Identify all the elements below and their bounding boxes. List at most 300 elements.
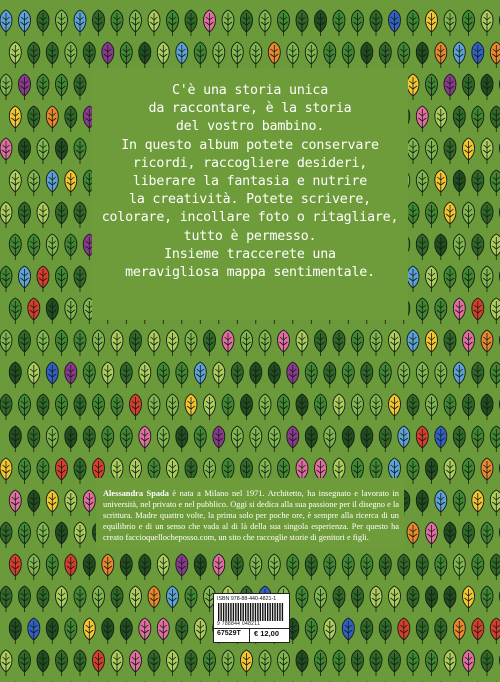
- leaf-icon: [9, 554, 21, 580]
- leaf-icon: [342, 362, 354, 388]
- leaf-icon: [398, 42, 410, 68]
- leaf-icon: [481, 74, 493, 100]
- barcode-bar: [272, 603, 273, 621]
- leaf-icon: [0, 74, 12, 100]
- leaf-icon: [19, 74, 31, 100]
- leaf-icon: [416, 490, 428, 516]
- leaf-icon: [407, 330, 419, 356]
- leaf-icon: [324, 42, 336, 68]
- leaf-icon: [435, 490, 447, 516]
- leaf-icon: [28, 106, 40, 132]
- leaf-icon: [379, 618, 391, 644]
- leaf-icon: [111, 586, 123, 612]
- leaf-icon: [407, 202, 419, 228]
- leaf-icon: [444, 394, 456, 420]
- leaf-icon: [352, 330, 364, 356]
- leaf-icon: [139, 42, 151, 68]
- leaf-icon: [481, 330, 493, 356]
- leaf-icon: [185, 10, 197, 36]
- leaf-icon: [213, 362, 225, 388]
- leaf-icon: [0, 394, 12, 420]
- leaf-icon: [361, 618, 373, 644]
- leaf-icon: [65, 618, 77, 644]
- leaf-icon: [416, 106, 428, 132]
- leaf-icon: [139, 618, 151, 644]
- leaf-icon: [46, 362, 58, 388]
- leaf-icon: [426, 458, 438, 484]
- leaf-icon: [37, 330, 49, 356]
- leaf-icon: [185, 330, 197, 356]
- leaf-icon: [176, 42, 188, 68]
- leaf-icon: [74, 522, 86, 548]
- leaf-icon: [259, 650, 271, 676]
- blurb-line: Insieme traccerete una: [164, 246, 336, 262]
- leaf-icon: [352, 10, 364, 36]
- leaf-icon: [426, 266, 438, 292]
- leaf-icon: [111, 10, 123, 36]
- barcode-bar: [282, 603, 283, 621]
- leaf-icon: [56, 138, 68, 164]
- leaf-icon: [259, 394, 271, 420]
- leaf-icon: [56, 522, 68, 548]
- leaf-icon: [46, 106, 58, 132]
- leaf-icon: [46, 170, 58, 196]
- leaf-icon: [120, 618, 132, 644]
- leaf-icon: [56, 650, 68, 676]
- leaf-icon: [111, 650, 123, 676]
- leaf-icon: [324, 554, 336, 580]
- leaf-icon: [37, 74, 49, 100]
- leaf-icon: [74, 458, 86, 484]
- leaf-icon: [0, 586, 12, 612]
- leaf-icon: [93, 394, 105, 420]
- leaf-icon: [213, 554, 225, 580]
- leaf-icon: [65, 298, 77, 324]
- leaf-icon: [305, 554, 317, 580]
- leaf-icon: [379, 42, 391, 68]
- leaf-icon: [481, 266, 493, 292]
- barcode-bars: [217, 603, 286, 621]
- leaf-icon: [426, 138, 438, 164]
- leaf-icon: [231, 426, 243, 452]
- leaf-icon: [490, 106, 500, 132]
- blurb-line: del vostro bambino.: [175, 119, 325, 135]
- leaf-icon: [185, 586, 197, 612]
- leaf-icon: [287, 426, 299, 452]
- blurb-line: colorare, incollare foto o ritagliare,: [101, 210, 399, 226]
- leaf-icon: [472, 298, 484, 324]
- leaf-icon: [0, 330, 12, 356]
- leaf-icon: [56, 202, 68, 228]
- leaf-icon: [453, 618, 465, 644]
- leaf-icon: [222, 330, 234, 356]
- leaf-icon: [435, 298, 447, 324]
- leaf-icon: [102, 554, 114, 580]
- leaf-icon: [120, 426, 132, 452]
- barcode-bar: [260, 603, 261, 621]
- leaf-icon: [231, 42, 243, 68]
- leaf-icon: [361, 426, 373, 452]
- leaf-icon: [213, 42, 225, 68]
- leaf-icon: [435, 42, 447, 68]
- leaf-icon: [389, 330, 401, 356]
- leaf-icon: [361, 554, 373, 580]
- leaf-icon: [65, 42, 77, 68]
- leaf-icon: [204, 330, 216, 356]
- leaf-icon: [333, 394, 345, 420]
- leaf-icon: [305, 618, 317, 644]
- leaf-icon: [222, 394, 234, 420]
- leaf-icon: [167, 586, 179, 612]
- leaf-icon: [194, 42, 206, 68]
- leaf-icon: [213, 426, 225, 452]
- leaf-icon: [435, 554, 447, 580]
- leaf-icon: [167, 650, 179, 676]
- leaf-icon: [352, 650, 364, 676]
- leaf-icon: [37, 202, 49, 228]
- leaf-icon: [398, 554, 410, 580]
- leaf-icon: [9, 170, 21, 196]
- blurb-line: da raccontare, è la storia: [148, 101, 352, 117]
- leaf-icon: [463, 458, 475, 484]
- leaf-icon: [370, 10, 382, 36]
- leaf-icon: [46, 490, 58, 516]
- leaf-icon: [407, 10, 419, 36]
- leaf-icon: [74, 138, 86, 164]
- leaf-icon: [93, 10, 105, 36]
- leaf-icon: [19, 266, 31, 292]
- leaf-icon: [0, 458, 12, 484]
- leaf-icon: [102, 426, 114, 452]
- leaf-icon: [444, 138, 456, 164]
- author-bio-text: è nata a Milano nel 1971. Architetto, ha insegnato e lavorato in università, nel privato e nel pubblico. Oggi si dedica alla sua passione per il disegno e la scrittura. Madre quattro volte, la prima solo per poche ore, è sempre alla ricerca di un equilibrio e di un senso che vada al di là della sua singola esperienza. Per questo ha creato faccioquellochepossо.com, un sito che raccoglie storie di genitori e figli.: [103, 489, 399, 542]
- leaf-icon: [416, 234, 428, 260]
- leaf-icon: [19, 650, 31, 676]
- leaf-icon: [453, 490, 465, 516]
- product-code: 67529T: [217, 630, 241, 637]
- leaf-icon: [9, 42, 21, 68]
- leaf-icon: [370, 586, 382, 612]
- leaf-icon: [185, 650, 197, 676]
- leaf-icon: [194, 426, 206, 452]
- leaf-icon: [407, 74, 419, 100]
- leaf-icon: [481, 522, 493, 548]
- leaf-icon: [167, 330, 179, 356]
- leaf-icon: [19, 202, 31, 228]
- leaf-icon: [65, 554, 77, 580]
- leaf-icon: [28, 618, 40, 644]
- leaf-icon: [389, 394, 401, 420]
- barcode-bar: [235, 603, 236, 621]
- leaf-icon: [176, 362, 188, 388]
- leaf-icon: [28, 490, 40, 516]
- leaf-icon: [19, 522, 31, 548]
- leaf-icon: [472, 618, 484, 644]
- barcode-bar: [265, 603, 266, 621]
- leaf-icon: [130, 394, 142, 420]
- leaf-icon: [268, 426, 280, 452]
- leaf-icon: [74, 330, 86, 356]
- barcode-bar: [247, 603, 248, 621]
- leaf-icon: [268, 362, 280, 388]
- leaf-icon: [167, 394, 179, 420]
- leaf-icon: [472, 170, 484, 196]
- leaf-icon: [9, 426, 21, 452]
- leaf-icon: [83, 362, 95, 388]
- leaf-icon: [83, 554, 95, 580]
- barcode-bar: [262, 603, 263, 621]
- leaf-icon: [379, 362, 391, 388]
- isbn-number: ISBN 978-88-440-4821-1: [217, 596, 277, 602]
- leaf-icon: [481, 394, 493, 420]
- leaf-icon: [324, 362, 336, 388]
- leaf-icon: [65, 170, 77, 196]
- leaf-icon: [324, 426, 336, 452]
- leaf-icon: [398, 362, 410, 388]
- leaf-icon: [407, 586, 419, 612]
- leaf-icon: [241, 330, 253, 356]
- barcode-bar: [267, 603, 268, 621]
- barcode-bar: [233, 603, 234, 621]
- barcode-bar: [238, 603, 239, 621]
- leaf-icon: [389, 10, 401, 36]
- leaf-icon: [278, 650, 290, 676]
- leaf-icon: [46, 554, 58, 580]
- blurb-line: liberare la fantasia e nutrire: [132, 174, 368, 190]
- leaf-icon: [426, 650, 438, 676]
- leaf-icon: [407, 522, 419, 548]
- leaf-icon: [65, 234, 77, 260]
- leaf-icon: [453, 554, 465, 580]
- leaf-icon: [333, 330, 345, 356]
- leaf-icon: [74, 202, 86, 228]
- leaf-icon: [120, 554, 132, 580]
- leaf-icon: [416, 298, 428, 324]
- leaf-icon: [19, 138, 31, 164]
- leaf-icon: [65, 490, 77, 516]
- blurb-line: tutto è permesso.: [183, 228, 317, 244]
- barcode-bar: [243, 603, 244, 621]
- leaf-icon: [157, 42, 169, 68]
- leaf-icon: [278, 394, 290, 420]
- leaf-icon: [481, 650, 493, 676]
- leaf-icon: [194, 554, 206, 580]
- leaf-icon: [74, 650, 86, 676]
- leaf-icon: [481, 202, 493, 228]
- leaf-icon: [379, 554, 391, 580]
- leaf-icon: [426, 330, 438, 356]
- leaf-icon: [435, 234, 447, 260]
- leaf-icon: [93, 650, 105, 676]
- leaf-icon: [259, 330, 271, 356]
- leaf-icon: [139, 554, 151, 580]
- leaf-icon: [56, 330, 68, 356]
- leaf-icon: [46, 234, 58, 260]
- leaf-icon: [74, 394, 86, 420]
- leaf-icon: [398, 426, 410, 452]
- leaf-icon: [241, 650, 253, 676]
- leaf-icon: [481, 586, 493, 612]
- leaf-icon: [463, 202, 475, 228]
- leaf-icon: [148, 650, 160, 676]
- barcode-bar: [257, 603, 258, 621]
- leaf-icon: [453, 106, 465, 132]
- leaf-icon: [426, 10, 438, 36]
- leaf-icon: [250, 42, 262, 68]
- price-divider-vertical: [249, 628, 250, 642]
- leaf-icon: [9, 362, 21, 388]
- leaf-icon: [453, 362, 465, 388]
- leaf-icon: [130, 586, 142, 612]
- leaf-icon: [444, 330, 456, 356]
- leaf-icon: [278, 10, 290, 36]
- blurb-line: meravigliosa mappa sentimentale.: [125, 265, 375, 281]
- leaf-icon: [305, 42, 317, 68]
- leaf-icon: [37, 10, 49, 36]
- leaf-icon: [74, 74, 86, 100]
- leaf-icon: [426, 586, 438, 612]
- leaf-icon: [19, 586, 31, 612]
- leaf-icon: [370, 330, 382, 356]
- barcode-bar: [274, 603, 275, 621]
- leaf-icon: [444, 650, 456, 676]
- leaf-icon: [463, 138, 475, 164]
- leaf-icon: [315, 10, 327, 36]
- leaf-icon: [463, 522, 475, 548]
- leaf-icon: [0, 202, 12, 228]
- leaf-icon: [157, 554, 169, 580]
- leaf-icon: [19, 458, 31, 484]
- leaf-icon: [56, 394, 68, 420]
- leaf-icon: [342, 426, 354, 452]
- barcode-bar: [223, 603, 224, 621]
- leaf-icon: [28, 170, 40, 196]
- leaf-icon: [490, 618, 500, 644]
- blurb-text: [92, 82, 408, 282]
- barcode-bar: [250, 603, 251, 621]
- leaf-icon: [37, 522, 49, 548]
- leaf-icon: [416, 42, 428, 68]
- leaf-icon: [342, 42, 354, 68]
- leaf-icon: [74, 10, 86, 36]
- leaf-icon: [407, 394, 419, 420]
- leaf-icon: [342, 618, 354, 644]
- leaf-icon: [444, 458, 456, 484]
- barcode-bar: [218, 603, 219, 621]
- leaf-icon: [120, 42, 132, 68]
- leaf-icon: [333, 586, 345, 612]
- leaf-icon: [28, 554, 40, 580]
- leaf-icon: [9, 106, 21, 132]
- leaf-icon: [490, 426, 500, 452]
- leaf-icon: [444, 522, 456, 548]
- leaf-icon: [296, 330, 308, 356]
- leaf-icon: [157, 426, 169, 452]
- leaf-icon: [287, 554, 299, 580]
- leaf-icon: [379, 426, 391, 452]
- leaf-icon: [0, 10, 12, 36]
- leaf-icon: [231, 362, 243, 388]
- leaf-icon: [56, 266, 68, 292]
- leaf-icon: [19, 330, 31, 356]
- leaf-icon: [0, 266, 12, 292]
- leaf-icon: [9, 298, 21, 324]
- barcode-bar: [279, 603, 280, 621]
- leaf-icon: [0, 650, 12, 676]
- leaf-icon: [37, 138, 49, 164]
- leaf-icon: [148, 330, 160, 356]
- leaf-icon: [453, 42, 465, 68]
- leaf-icon: [407, 458, 419, 484]
- leaf-icon: [74, 266, 86, 292]
- leaf-icon: [111, 330, 123, 356]
- leaf-icon: [65, 106, 77, 132]
- leaf-icon: [361, 42, 373, 68]
- leaf-icon: [472, 106, 484, 132]
- leaf-icon: [37, 586, 49, 612]
- leaf-icon: [268, 42, 280, 68]
- leaf-icon: [185, 394, 197, 420]
- leaf-icon: [472, 554, 484, 580]
- leaf-icon: [490, 490, 500, 516]
- barcode-bar: [269, 603, 270, 621]
- leaf-icon: [46, 618, 58, 644]
- leaf-icon: [176, 554, 188, 580]
- leaf-icon: [472, 426, 484, 452]
- barcode-bar: [277, 603, 278, 621]
- leaf-icon: [120, 362, 132, 388]
- leaf-icon: [472, 490, 484, 516]
- leaf-icon: [426, 522, 438, 548]
- leaf-icon: [83, 618, 95, 644]
- leaf-icon: [463, 266, 475, 292]
- leaf-icon: [56, 10, 68, 36]
- leaf-icon: [315, 650, 327, 676]
- leaf-icon: [490, 298, 500, 324]
- leaf-icon: [250, 426, 262, 452]
- leaf-icon: [435, 426, 447, 452]
- leaf-icon: [102, 618, 114, 644]
- leaf-icon: [305, 362, 317, 388]
- leaf-icon: [490, 170, 500, 196]
- leaf-icon: [83, 490, 95, 516]
- leaf-icon: [250, 362, 262, 388]
- barcode-bar: [245, 603, 246, 621]
- leaf-icon: [435, 170, 447, 196]
- leaf-icon: [46, 426, 58, 452]
- leaf-icon: [148, 586, 160, 612]
- leaf-icon: [490, 234, 500, 260]
- leaf-icon: [453, 426, 465, 452]
- blurb-line: In questo album potete conservare: [121, 137, 379, 153]
- leaf-icon: [416, 362, 428, 388]
- leaf-icon: [139, 426, 151, 452]
- leaf-icon: [46, 42, 58, 68]
- leaf-icon: [463, 650, 475, 676]
- leaf-icon: [305, 426, 317, 452]
- leaf-icon: [102, 42, 114, 68]
- leaf-icon: [19, 10, 31, 36]
- leaf-icon: [9, 234, 21, 260]
- leaf-icon: [481, 458, 493, 484]
- leaf-icon: [37, 650, 49, 676]
- leaf-icon: [342, 554, 354, 580]
- leaf-icon: [352, 586, 364, 612]
- leaf-icon: [370, 394, 382, 420]
- leaf-icon: [481, 138, 493, 164]
- barcode-bar: [240, 603, 241, 621]
- leaf-icon: [130, 330, 142, 356]
